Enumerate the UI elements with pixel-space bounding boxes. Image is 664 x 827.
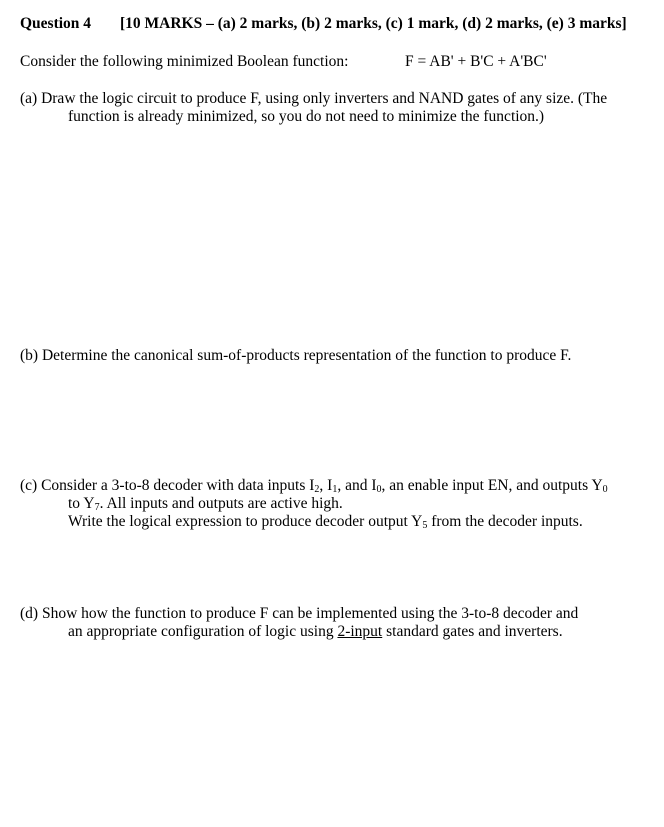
part-d-line-2-text-a: an appropriate configuration of logic using	[68, 623, 338, 640]
underlined-2-input: 2-input	[337, 623, 383, 640]
part-c-line-2-text-a: to Y	[68, 495, 95, 512]
part-c-line-3-text-a: Write the logical expression to produce decoder output Y	[68, 513, 423, 530]
part-c-line-3-text-b: from the decoder inputs.	[427, 513, 583, 530]
part-a-line-1: (a) Draw the logic circuit to produce F, using only inverters and NAND gates of any size. (The	[20, 90, 608, 107]
subscript-2: 2	[314, 484, 320, 495]
part-c-line-2	[68, 495, 343, 513]
subscript-y7: 7	[94, 502, 100, 513]
intro-text: Consider the following minimized Boolean function:	[20, 53, 349, 70]
question-number: Question 4	[20, 15, 92, 32]
boolean-function: F = AB' + B'C + A'BC'	[405, 53, 547, 70]
part-c-line-1-text-a: (c) Consider a 3-to-8 decoder with data inputs I	[20, 477, 315, 494]
part-d-line-2-text-b: standard gates and inverters.	[382, 623, 563, 640]
part-c-line-3	[68, 513, 583, 531]
subscript-y0: 0	[602, 484, 608, 495]
part-c-sep-2: , and I	[337, 477, 377, 494]
part-a-line-2: function is already minimized, so you do not need to minimize the function.)	[68, 108, 545, 125]
part-d-line-2	[68, 623, 563, 641]
marks-breakdown: [10 MARKS – (a) 2 marks, (b) 2 marks, (c) 1 mark, (d) 2 marks, (e) 3 marks]	[120, 15, 627, 32]
subscript-0: 0	[376, 484, 382, 495]
part-c-line-1	[20, 477, 608, 495]
subscript-1: 1	[332, 484, 338, 495]
part-c-line-1-text-b: , an enable input EN, and outputs Y	[381, 477, 603, 494]
part-c-sep-1: , I	[319, 477, 333, 494]
part-d-line-1: (d) Show how the function to produce F can be implemented using the 3-to-8 decoder and	[20, 605, 579, 622]
subscript-y5: 5	[422, 520, 428, 531]
part-c-line-2-text-b: . All inputs and outputs are active high.	[99, 495, 343, 512]
part-b-line-1: (b) Determine the canonical sum-of-products representation of the function to produce F.	[20, 347, 572, 364]
